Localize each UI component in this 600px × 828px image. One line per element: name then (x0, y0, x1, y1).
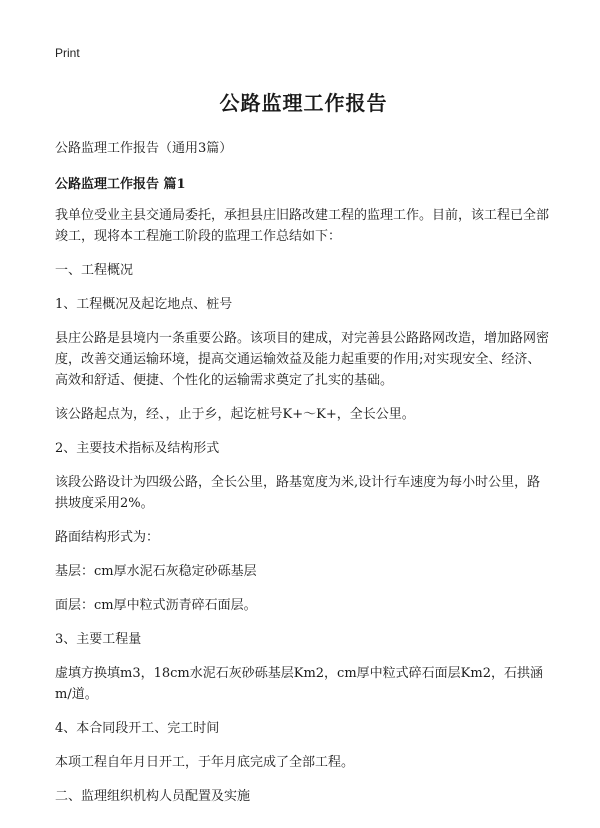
print-link[interactable]: Print (55, 46, 80, 60)
paragraph-quantities: 虚填方换填m3，18cm水泥石灰砂砾基层Km2，cm厚中粒式碎石面层Km2，石拱涵m/道。 (55, 666, 543, 702)
paragraph-schedule: 本项工程自年月日开工，于年月底完成了全部工程。 (55, 755, 355, 770)
heading-project-overview: 一、工程概况 (55, 263, 134, 278)
paragraph-pavement-structure: 路面结构形式为： (55, 530, 160, 545)
paragraph-base-layer: 基层：cm厚水泥石灰稳定砂砾基层 (55, 564, 257, 579)
paragraph-road-importance: 县庄公路是县境内一条重要公路。该项目的建成，对完善县公路路网改造，增加路网密度，改善交通运输环境，提高交通运输效益及能力起重要的作用;对实现安全、经济、高效和舒适、便捷、个性化的运输需求奠定了扎实的基础。 (55, 331, 550, 388)
paragraph-design-specs: 该段公路设计为四级公路，全长公里，路基宽度为米,设计行车速度为每小时公里，路拱坡度采用2%。 (55, 475, 541, 511)
paragraph-surface-layer: 面层：cm厚中粒式沥青碎石面层。 (55, 598, 257, 613)
section-heading: 公路监理工作报告 篇1 (55, 177, 186, 192)
heading-start-completion: 4、本合同段开工、完工时间 (55, 721, 220, 736)
document-subtitle: 公路监理工作报告（通用3篇） (55, 141, 233, 156)
heading-supervision-organization: 二、监理组织机构人员配置及实施 (55, 789, 251, 804)
heading-technical-indicators: 2、主要技术指标及结构形式 (55, 441, 220, 456)
document-title: 公路监理工作报告 (219, 91, 388, 115)
paragraph-start-end: 该公路起点为，经、，止于乡，起讫桩号K+～K+，全长公里。 (55, 407, 415, 422)
paragraph-intro: 我单位受业主县交通局委托，承担县庄旧路改建工程的监理工作。目前，该工程已全部竣工，现将本工程施工阶段的监理工作总结如下： (55, 208, 550, 244)
heading-overview-and-stakes: 1、工程概况及起讫地点、桩号 (55, 297, 233, 312)
heading-main-quantities: 3、主要工程量 (55, 632, 142, 647)
